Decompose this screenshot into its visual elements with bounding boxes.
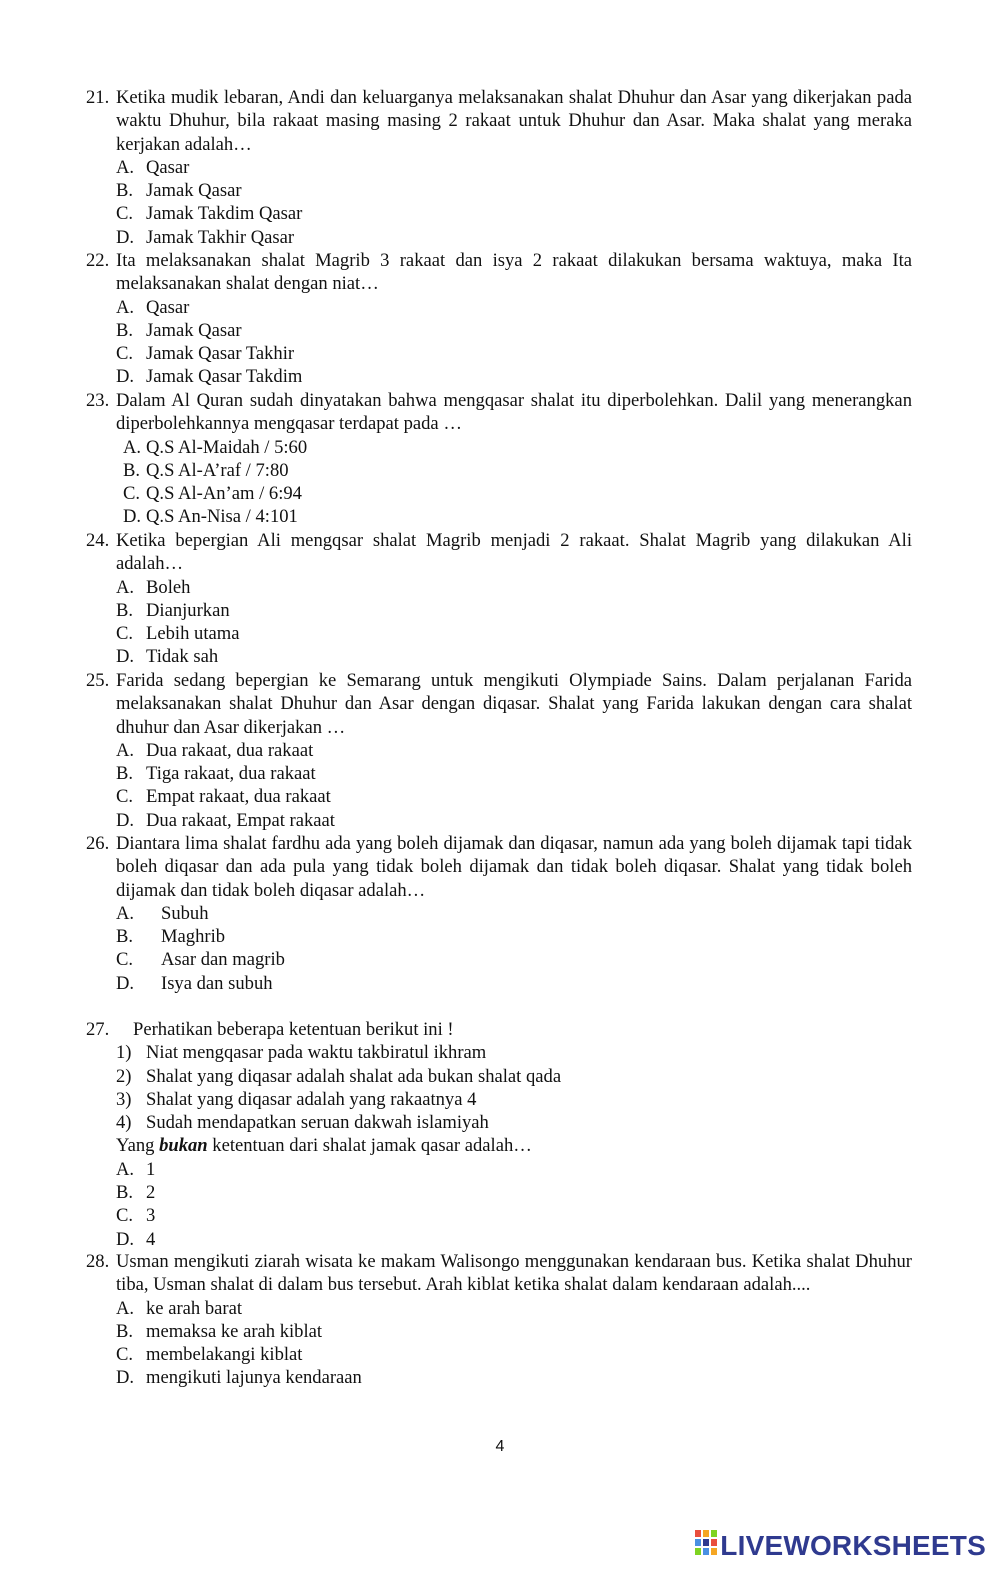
page-number: 4 — [495, 1438, 505, 1455]
question-stem — [86, 249, 912, 296]
question-stem — [86, 1018, 912, 1041]
option-a[interactable]: A. Qasar — [116, 156, 190, 178]
question-number: 27. — [86, 1019, 110, 1040]
option-d[interactable]: D. Tidak sah — [116, 646, 219, 668]
statement-item: 4) Sudah mendapatkan seruan dakwah islamiyah — [116, 1112, 489, 1134]
question-text: Usman mengikuti ziarah wisata ke makam Walisongo menggunakan kendaraan bus. Ketika shalat Dhuhur tiba, Usman shalat di dalam bus tersebut. Arah kiblat ketika shalat dalam kendaraan adalah.... — [116, 1251, 912, 1296]
option-a[interactable]: A. Q.S Al-Maidah / 5:60 — [123, 436, 308, 458]
option-d[interactable]: D. Jamak Qasar Takdim — [116, 366, 303, 388]
option-c[interactable]: C. Q.S Al-An’am / 6:94 — [123, 483, 302, 505]
question-number: 22. — [86, 250, 110, 271]
question-number: 28. — [86, 1251, 110, 1272]
option-c[interactable]: C. Lebih utama — [116, 623, 240, 645]
option-c[interactable]: C. Empat rakaat, dua rakaat — [116, 786, 331, 808]
emphasis-text: bukan — [159, 1135, 208, 1157]
option-list — [86, 576, 912, 669]
question-text: Diantara lima shalat fardhu ada yang boleh dijamak dan diqasar, namun ada yang boleh dijamak tapi tidak boleh diqasar dan ada pula yang tidak boleh dijamak dan tidak boleh diqasar. Shalat yang tidak boleh dijamak dan tidak boleh diqasar adalah… — [116, 833, 912, 901]
option-b[interactable]: B. 2 — [116, 1182, 156, 1204]
option-b[interactable]: B. Dianjurkan — [116, 599, 230, 621]
question-26 — [86, 832, 912, 995]
option-d[interactable]: D. Q.S An-Nisa / 4:101 — [123, 506, 298, 528]
option-a[interactable]: A. ke arah barat — [116, 1297, 243, 1319]
option-d[interactable]: D. 4 — [116, 1228, 156, 1250]
option-b[interactable]: B. Q.S Al-A’raf / 7:80 — [123, 459, 289, 481]
question-stem — [86, 832, 912, 902]
question-number: 26. — [86, 833, 110, 854]
question-22 — [86, 249, 912, 389]
option-d[interactable]: D. Isya dan subuh — [116, 972, 273, 994]
question-21 — [86, 86, 912, 249]
question-number: 24. — [86, 530, 110, 551]
option-list — [86, 902, 912, 995]
option-c[interactable]: C. 3 — [116, 1205, 156, 1227]
statement-item: 3) Shalat yang diqasar adalah yang rakaatnya 4 — [116, 1088, 477, 1110]
liveworksheets-logo-icon — [695, 1530, 720, 1562]
statement-item: 1) Niat mengqasar pada waktu takbiratul ikhram — [116, 1042, 487, 1064]
option-list — [86, 436, 912, 529]
question-25 — [86, 669, 912, 832]
option-d[interactable]: D. Dua rakaat, Empat rakaat — [116, 809, 335, 831]
liveworksheets-brand[interactable] — [695, 1530, 986, 1562]
option-list — [86, 1158, 912, 1251]
question-24 — [86, 529, 912, 669]
option-b[interactable]: B. memaksa ke arah kiblat — [116, 1320, 323, 1342]
option-list — [86, 296, 912, 389]
option-a[interactable]: A. Subuh — [116, 902, 209, 924]
option-a[interactable]: A. 1 — [116, 1158, 156, 1180]
statement-list — [86, 1041, 912, 1134]
option-list — [86, 739, 912, 832]
option-list — [86, 1297, 912, 1390]
option-a[interactable]: A. Dua rakaat, dua rakaat — [116, 739, 314, 761]
question-text: Ita melaksanakan shalat Magrib 3 rakaat dan isya 2 rakaat dilakukan bersama waktuya, maka Ita melaksanakan shalat dengan niat… — [116, 250, 912, 295]
option-b[interactable]: B. Jamak Qasar — [116, 180, 242, 202]
question-stem — [86, 1250, 912, 1297]
question-28 — [86, 1250, 912, 1390]
option-c[interactable]: C. Jamak Qasar Takhir — [116, 343, 295, 365]
option-b[interactable]: B. Tiga rakaat, dua rakaat — [116, 763, 316, 785]
question-stem — [86, 86, 912, 156]
question-23 — [86, 389, 912, 529]
option-a[interactable]: A. Boleh — [116, 576, 191, 598]
question-27 — [86, 1018, 912, 1251]
option-a[interactable]: A. Qasar — [116, 296, 190, 318]
question-text: Farida sedang bepergian ke Semarang untuk mengikuti Olympiade Sains. Dalam perjalanan Farida melaksanakan shalat Dhuhur dan Asar dengan diqasar. Shalat yang Farida lakukan dengan cara shalat dhuhur dan Asar dikerjakan … — [116, 670, 912, 738]
option-b[interactable]: B. Jamak Qasar — [116, 319, 242, 341]
question-text: Ketika bepergian Ali mengqsar shalat Magrib menjadi 2 rakaat. Shalat Magrib yang dilakukan Ali adalah… — [116, 530, 912, 575]
statement-item: 2) Shalat yang diqasar adalah shalat ada bukan shalat qada — [116, 1065, 562, 1087]
option-c[interactable]: C. Jamak Takdim Qasar — [116, 203, 303, 225]
question-number: 23. — [86, 390, 110, 411]
option-d[interactable]: D. mengikuti lajunya kendaraan — [116, 1367, 362, 1389]
question-stem — [86, 529, 912, 576]
question-stem — [86, 389, 912, 436]
question-number: 25. — [86, 670, 110, 691]
option-c[interactable]: C. Asar dan magrib — [116, 949, 285, 971]
option-list — [86, 156, 912, 249]
question-text: Dalam Al Quran sudah dinyatakan bahwa mengqasar shalat itu diperbolehkan. Dalil yang menerangkan diperbolehkannya mengqasar terdapat pada … — [116, 390, 912, 435]
question-prompt: Yang bukan ketentuan dari shalat jamak qasar adalah… — [116, 1135, 532, 1157]
option-d[interactable]: D. Jamak Takhir Qasar — [116, 226, 295, 248]
question-text: Ketika mudik lebaran, Andi dan keluarganya melaksanakan shalat Dhuhur dan Asar yang dikerjakan pada waktu Dhuhur, bila rakaat masing masing 2 rakaat untuk Dhuhur dan Asar. Maka shalat yang meraka kerjakan adalah… — [116, 87, 912, 155]
question-text: Perhatikan beberapa ketentuan berikut ini ! — [133, 1019, 454, 1040]
option-c[interactable]: C. membelakangi kiblat — [116, 1344, 303, 1366]
question-stem — [86, 669, 912, 739]
brand-name: LIVEWORKSHEETS — [720, 1530, 986, 1561]
question-number: 21. — [86, 87, 110, 108]
option-b[interactable]: B. Maghrib — [116, 926, 226, 948]
